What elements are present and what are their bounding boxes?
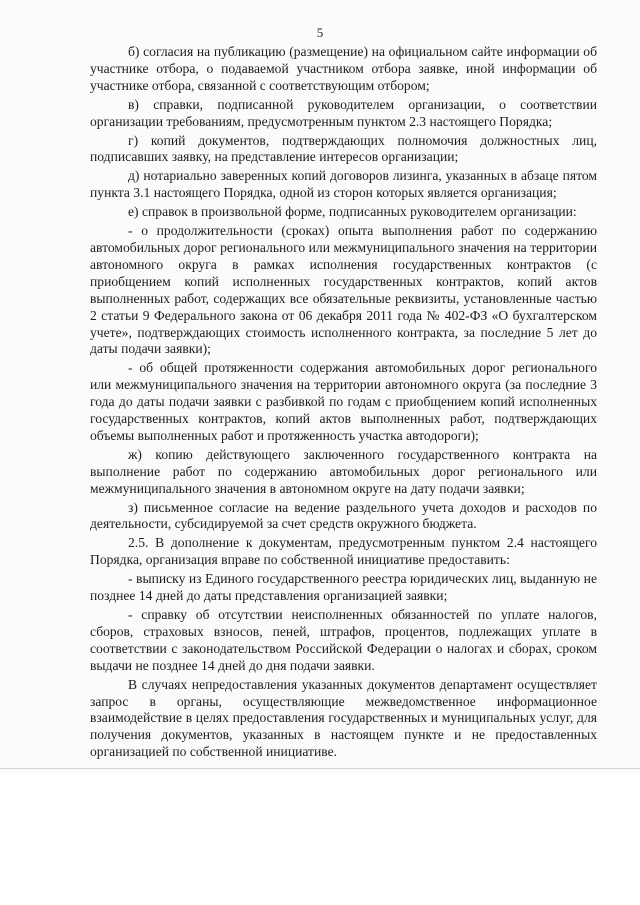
document-body (90, 42, 597, 761)
paragraph-e-item-length: - об общей протяженности содержания автомобильных дорог регионального или межмуниципального значения на территории автономного округа (за последние 3 года до даты подачи заявки с разбивкой по годам с приобщением копий исполненных государственных контрактов, копий актов выполненных работ, подтверждающих объемы выполненных работ и протяженность участка автодороги); (90, 360, 597, 443)
paragraph-request: В случаях непредоставления указанных документов департамент осуществляет запрос в органы, осуществляющие межведомственное информационное взаимодействие в целях предоставления государственных и муниципальных услуг, для получения документов, указанных в настоящем пункте и не предоставленных организацией по собственной инициативе. (90, 676, 597, 760)
paragraph-zh: ж) копию действующего заключенного государственного контракта на выполнение работ по содержанию автомобильных дорог регионального или межмуниципального значения в автономном округе на дату подачи заявки; (90, 446, 597, 496)
paragraph-v: в) справки, подписанной руководителем организации, о соответствии организации требованиям, предусмотренным пунктом 2.3 настоящего Порядка; (90, 96, 597, 129)
paragraph-g: г) копий документов, подтверждающих полномочия должностных лиц, подписавших заявку, на представление интересов организации; (90, 132, 597, 165)
paragraph-b: б) согласия на публикацию (размещение) на официальном сайте информации об участнике отбора, о подаваемой участником отбора заявке, иной информации об участнике отбора, связанной с соответствующим отбором; (90, 44, 597, 93)
paragraph-2-5-item-egrul: - выписку из Единого государственного реестра юридических лиц, выданную не позднее 14 дней до даты представления организацией заявки; (90, 571, 597, 604)
paragraph-e-item-experience: - о продолжительности (сроках) опыта выполнения работ по содержанию автомобильных дорог регионального или межмуниципального значения на территории автономного округа в рамках исполнения государственных контрактов (с приобщением копий исполненных государственных контрактов, копий актов выполненных работ, содержащих все обязательные реквизиты, установленные частью 2 статьи 9 Федерального закона от 06 декабря 2011 года № 402-ФЗ «О бухгалтерском учете», подтверждающих стоимость исполненного контракта, за последние 5 лет до даты подачи заявки); (90, 223, 597, 357)
page-number: 5 (316, 25, 324, 40)
paragraph-d: д) нотариально заверенных копий договоров лизинга, указанных в абзаце пятом пункта 3.1 настоящего Порядка, одной из сторон которых является организация; (90, 168, 597, 201)
paragraph-z: з) письменное согласие на ведение раздельного учета доходов и расходов по деятельности, субсидируемой за счет средств окружного бюджета. (90, 499, 597, 532)
paragraph-e: е) справок в произвольной форме, подписанных руководителем организации: (128, 204, 577, 220)
paragraph-2-5: 2.5. В дополнение к документам, предусмотренным пунктом 2.4 настоящего Порядка, организация вправе по собственной инициативе предоставить: (90, 535, 597, 568)
paragraph-2-5-item-tax: - справку об отсутствии неисполненных обязанностей по уплате налогов, сборов, страховых взносов, пеней, штрафов, процентов, подлежащих уплате в соответствии с законодательством Российской Федерации о налогах и сборах, сроком выдачи не позднее 14 дней до дня подачи заявки. (90, 607, 597, 673)
